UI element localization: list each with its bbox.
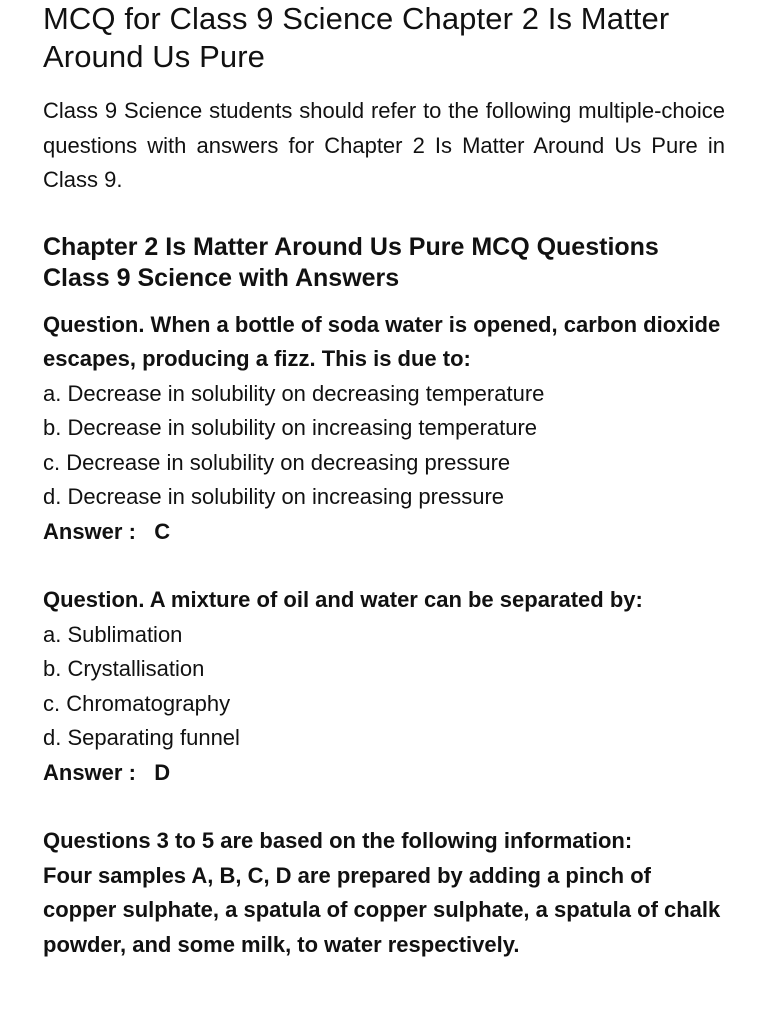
- option-c: c. Decrease in solubility on decreasing pressure: [43, 449, 511, 475]
- intro-paragraph: Class 9 Science students should refer to the following multiple-choice questions with answers for Chapter 2 Is Matter Around Us Pure in Class 9.: [43, 98, 725, 192]
- options-list: [43, 377, 725, 515]
- page-title: MCQ for Class 9 Science Chapter 2 Is Matter Around Us Pure: [43, 1, 670, 74]
- question-text: Question. When a bottle of soda water is opened, carbon dioxide escapes, producing a fizz. This is due to:: [43, 311, 721, 371]
- info-block: [43, 824, 725, 962]
- option-d: d. Separating funnel: [43, 725, 240, 750]
- option-d: d. Decrease in solubility on increasing pressure: [43, 484, 505, 509]
- question-text: Question. A mixture of oil and water can be separated by:: [43, 587, 643, 612]
- answer: Answer : D: [43, 759, 171, 785]
- info-heading: Questions 3 to 5 are based on the following information:: [43, 828, 633, 853]
- question-2: [43, 583, 725, 790]
- option-b: b. Decrease in solubility on increasing temperature: [43, 415, 538, 440]
- info-body: Four samples A, B, C, D are prepared by adding a pinch of copper sulphate, a spatula of copper sulphate, a spatula of chalk powder, and some milk, to water respectively.: [43, 862, 721, 957]
- question-1: [43, 308, 725, 550]
- option-a: a. Sublimation: [43, 621, 183, 647]
- option-c: c. Chromatography: [43, 690, 231, 716]
- answer: Answer : C: [43, 518, 171, 544]
- option-b: b. Crystallisation: [43, 656, 205, 681]
- options-list: [43, 618, 725, 756]
- section-heading: Chapter 2 Is Matter Around Us Pure MCQ Questions Class 9 Science with Answers: [43, 232, 659, 292]
- option-a: a. Decrease in solubility on decreasing temperature: [43, 380, 545, 406]
